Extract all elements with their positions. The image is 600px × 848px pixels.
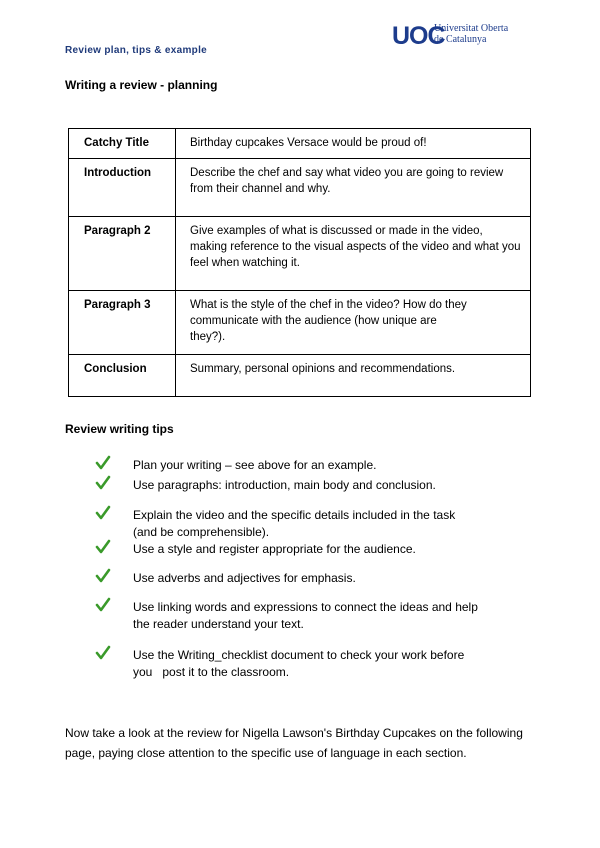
checkmark-icon [95,539,111,555]
logo-institution [434,23,508,45]
row-label: Paragraph 2 [69,217,176,291]
tip-text: Use paragraphs: introduction, main body and conclusion. [133,478,436,492]
checkmark-icon [95,645,111,661]
tip-text: Use the Writing_checklist document to check your work before you post it to the classroom. [133,648,465,679]
table-row [69,159,531,217]
table-row [69,129,531,159]
header-label: Review plan, tips & example [65,45,208,56]
tip-text: Plan your writing – see above for an example. [133,458,377,472]
table-row [69,217,531,291]
row-text: Birthday cupcakes Versace would be proud of! [176,129,531,159]
logo-line-1: Universitat Oberta [434,23,509,34]
row-text: What is the style of the chef in the video? How do they communicate with the audience (how unique are they?). [176,291,531,355]
planning-table [68,128,531,397]
uoc-logo [392,20,522,50]
table-row [69,355,531,397]
row-label: Conclusion [69,355,176,397]
checkmark-icon [95,475,111,491]
checkmark-icon [95,455,111,471]
checkmark-icon [95,505,111,521]
row-label: Paragraph 3 [69,291,176,355]
row-text: Describe the chef and say what video you are going to review from their channel and why. [176,159,531,217]
tip-text: Use a style and register appropriate for the audience. [133,542,416,556]
planning-heading: Writing a review - planning [65,78,218,92]
tip-text: Use adverbs and adjectives for emphasis. [133,571,356,585]
tip-text: Use linking words and expressions to connect the ideas and help the reader understand your text. [133,600,478,631]
tips-heading: Review writing tips [65,422,174,436]
logo-line-2: de Catalunya [434,34,487,45]
row-label: Introduction [69,159,176,217]
row-text: Give examples of what is discussed or made in the video, making reference to the visual aspects of the video and what you feel when watching it. [176,217,531,291]
table-row [69,291,531,355]
logo-mark: UOC [392,22,445,50]
row-text: Summary, personal opinions and recommendations. [176,355,531,397]
checkmark-icon [95,568,111,584]
tip-text: Explain the video and the specific details included in the task (and be comprehensible). [133,508,456,539]
checkmark-icon [95,597,111,613]
closing-paragraph: Now take a look at the review for Nigella Lawson's Birthday Cupcakes on the following page, paying close attention to the specific use of language in each section. [65,726,523,760]
row-label: Catchy Title [69,129,176,159]
